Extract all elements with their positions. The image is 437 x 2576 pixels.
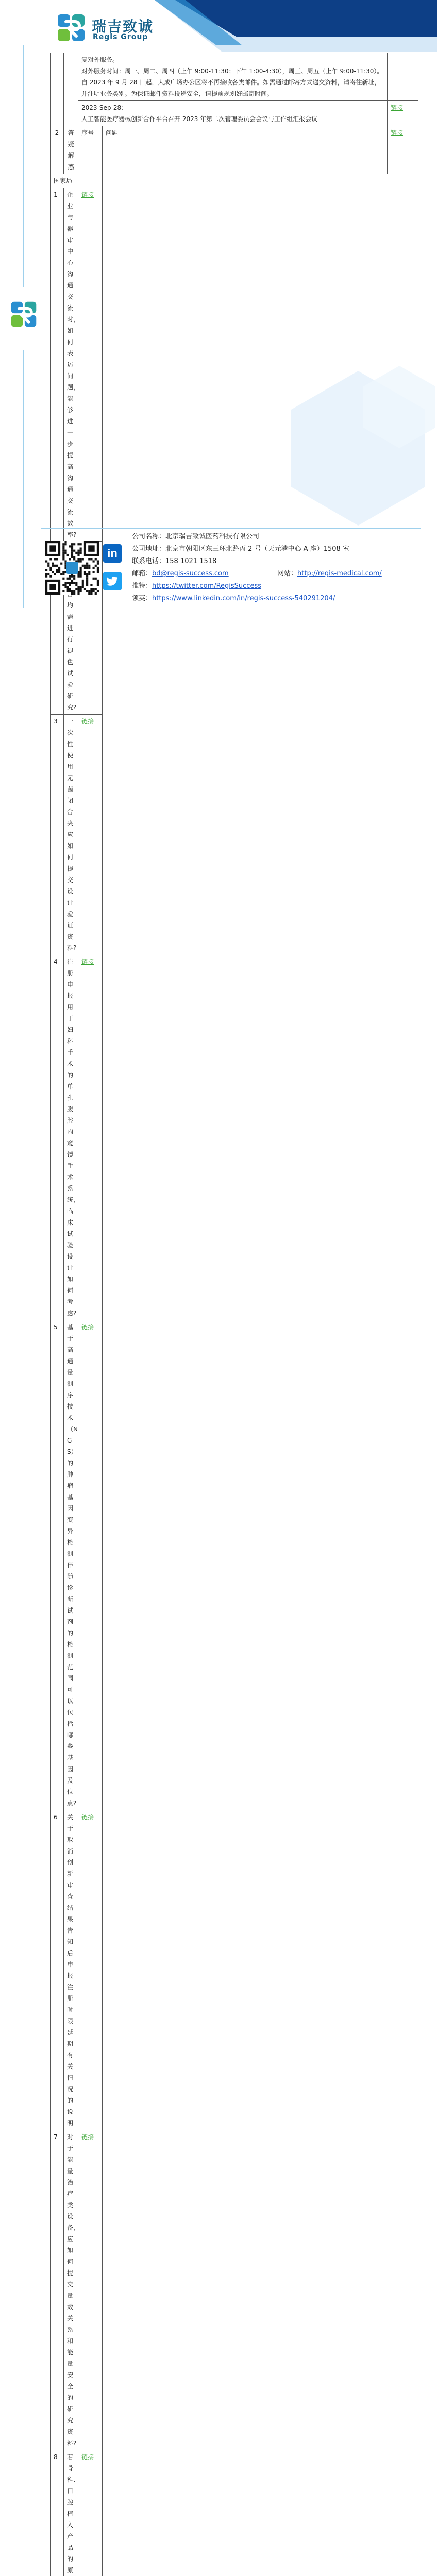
news-cell: 2023-Sep-28： 人工智能医疗器械创新合作平台召开 2023 年第二次管理委员会会议与工作组汇报会议 [78, 101, 388, 126]
table-row [51, 53, 418, 101]
footer-phone: 联系电话：158 1021 1518 [132, 555, 216, 568]
side-line-bottom [23, 350, 24, 608]
header-link[interactable]: 链接 [391, 129, 403, 137]
row-number: 1 [51, 188, 64, 542]
brand-name-en: Regis Group [93, 33, 148, 41]
link[interactable]: 链接 [391, 104, 403, 111]
link[interactable]: 链接 [81, 191, 94, 198]
table-row [51, 1810, 418, 2130]
section-title: 答疑解惑 [64, 126, 78, 174]
question-text: 关于取消创新审查结果告知后申报注册时限延期有关情况的说明 [67, 1811, 75, 2129]
link[interactable]: 链接 [81, 1814, 94, 1821]
link[interactable]: 链接 [81, 2453, 94, 2461]
table-row [51, 715, 418, 955]
header-question: 问题 [103, 126, 388, 174]
link[interactable]: 链接 [81, 718, 94, 725]
question-cell [64, 2130, 78, 2450]
question-text: 对于能量治疗类设备，应如何提交量效关系和能量安全的研究资料? [67, 2131, 75, 2449]
content-table [50, 53, 418, 2576]
question-text: 均需进行褪色试验研究? [67, 543, 75, 713]
twitter-link[interactable]: https://twitter.com/RegisSuccess [152, 582, 261, 590]
linkedin-link[interactable]: https://www.linkedin.com/in/regis-success-540291204/ [152, 595, 335, 602]
brand-name-cn: 瑞吉致诚 [92, 15, 154, 36]
link[interactable]: 链接 [81, 1324, 94, 1331]
row-number: 4 [51, 955, 64, 1320]
question-cell [64, 1320, 78, 1810]
side-line-top [23, 45, 24, 287]
question-cell [64, 955, 78, 1320]
linkedin-icon[interactable]: in [103, 544, 122, 563]
footer-address: 公司地址：北京市朝阳区东三环北路丙 2 号（天元港中心 A 座）1508 室 [132, 543, 349, 555]
group-row [51, 174, 418, 188]
header-no: 序号 [78, 126, 103, 174]
question-cell [64, 2450, 78, 2576]
question-cell [64, 188, 78, 542]
regis-logo-icon [56, 12, 87, 43]
footer-divider [41, 528, 421, 529]
footer-email: 邮箱：bd@regis-success.com [132, 568, 229, 580]
footer-website: 网站：http://regis-medical.com/ [277, 568, 382, 580]
row-number: 7 [51, 2130, 64, 2450]
header-row [51, 126, 418, 174]
question-cell [64, 715, 78, 955]
section-number: 2 [51, 126, 64, 174]
row-number: 6 [51, 1810, 64, 2130]
link[interactable]: 链接 [81, 2133, 94, 2141]
qr-code-icon [45, 541, 99, 595]
side-logo-icon [9, 300, 38, 329]
row-number: 8 [51, 2450, 64, 2576]
table-row [51, 1320, 418, 1810]
question-text: 注册申报用于妇科手术的单孔腹腔内窥镜手术系统，临床试验设计如何考虑? [67, 956, 75, 1319]
row-number: 5 [51, 1320, 64, 1810]
question-text: 基于高通量测序技术（NGS）的肿瘤基因变异检测伴随诊断试剂的检测范围可以包括哪些基因及位点? [67, 1321, 75, 1809]
question-text: 企业与器审中心沟通交流时，如何表述问题，能够进一步提高沟通交流效率? [67, 189, 75, 540]
question-text: 一次性使用无菌闭合夹应如何提交设计验证资料? [67, 716, 75, 954]
table-row [51, 188, 418, 542]
table-row [51, 2130, 418, 2450]
table-row [51, 955, 418, 1320]
table-row [51, 101, 418, 126]
group-title: 国家局 [51, 174, 103, 188]
question-text: 若骨科、口腔植入产品的原 [67, 2451, 75, 2576]
website-link[interactable]: http://regis-medical.com/ [297, 570, 382, 578]
question-cell [64, 1810, 78, 2130]
row-number: 3 [51, 715, 64, 955]
footer-twitter: 推特：https://twitter.com/RegisSuccess [132, 580, 261, 592]
footer-linkedin: 领英：https://www.linkedin.com/in/regis-success-540291204/ [132, 592, 335, 605]
table-row [51, 2450, 418, 2576]
twitter-icon[interactable] [103, 572, 122, 590]
footer-company: 公司名称：北京瑞吉致诚医药科技有限公司 [132, 531, 259, 543]
notice-cell: 复对外服务。 对外服务时间：周一、周二、周四（上午 9:00-11:30；下午 1:00-4:30），周三、周五（上午 9:00-11:30）。 自 2023 年 9 月 28 日起，大成广场办公区将不再接收各类邮件。如需通过邮寄方式递交资料，请寄往新址，并注明业务类别。为保证邮件资料投递安全，请提前规划好邮寄时间。 [78, 53, 388, 101]
link[interactable]: 链接 [81, 958, 94, 965]
email-link[interactable]: bd@regis-success.com [152, 570, 229, 578]
